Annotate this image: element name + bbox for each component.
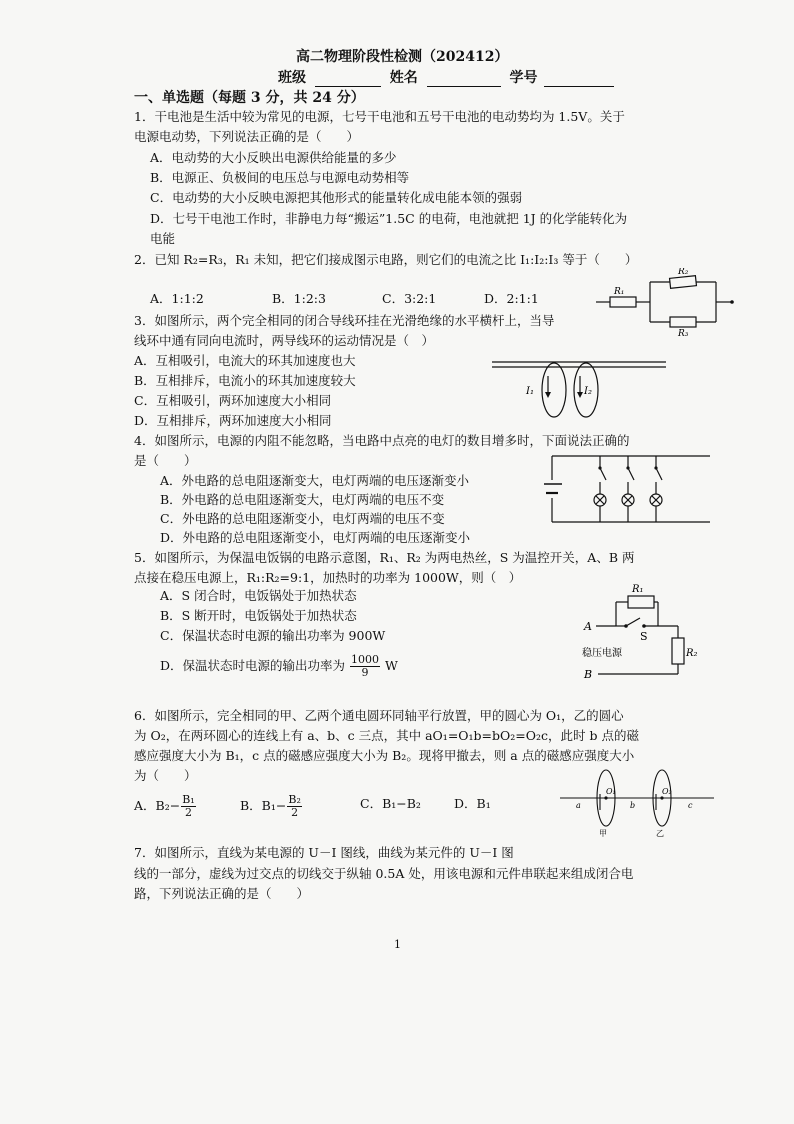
- q2-option-c: C．3:2:1: [382, 291, 437, 306]
- q5-fraction: [350, 654, 380, 679]
- q2-option-b: B．1:2:3: [272, 291, 326, 306]
- name-label: 姓名: [389, 70, 418, 86]
- page-title: 高二物理阶段性检测（202412）: [296, 49, 509, 65]
- q5-fraction-num: 1000: [351, 653, 380, 666]
- q5-label-source: 稳压电源: [582, 648, 622, 659]
- q5-rice-cooker-circuit: [582, 580, 702, 680]
- q7-stem-3: 路，下列说法正确的是（ ）: [134, 886, 310, 901]
- q6-option-b-frac: [287, 794, 302, 819]
- q5-label-a: A: [584, 620, 592, 633]
- student-info-row: [278, 67, 614, 87]
- q1-option-d: D．七号干电池工作时，非静电力每“搬运”1.5C 的电荷，电池就把 1J 的化学能转化为: [150, 211, 628, 226]
- q1-option-c: C．电动势的大小反映电源把其他形式的能量转化成电能本领的强弱: [150, 190, 523, 205]
- q5-option-c: C．保温状态时电源的输出功率为 900W: [160, 628, 386, 643]
- q5-option-a: A．S 闭合时，电饭锅处于加热状态: [160, 588, 357, 603]
- q3-option-a: A．互相吸引，电流大的环其加速度也大: [134, 353, 356, 368]
- id-blank[interactable]: [544, 72, 614, 87]
- q6-label-b: b: [630, 801, 636, 810]
- q6-option-b-den: 2: [291, 806, 299, 819]
- q6-option-a-frac: [181, 794, 196, 819]
- q3-option-c: C．互相吸引，两环加速度大小相同: [134, 393, 332, 408]
- q6-label-c: c: [688, 801, 693, 810]
- name-blank[interactable]: [427, 72, 501, 87]
- q5-option-d: [160, 654, 398, 679]
- q3-option-b: B．互相排斥，电流小的环其加速度较大: [134, 373, 356, 388]
- q2-circuit-diagram: [592, 268, 742, 336]
- q5-fraction-den: 9: [361, 666, 369, 679]
- q6-label-jia: 甲: [599, 829, 607, 838]
- q5-stem-2: 点接在稳压电源上，R₁:R₂=9:1，加热时的功率为 1000W，则（ ）: [134, 570, 522, 585]
- q3-rings-diagram: [490, 356, 670, 426]
- q4-lamp-1: [594, 456, 606, 522]
- q6-option-a-den: 2: [184, 806, 192, 819]
- q6-label-a: a: [576, 801, 581, 810]
- q4-option-b: B．外电路的总电阻逐渐变大，电灯两端的电压不变: [160, 492, 445, 507]
- q7-stem-1: 7．如图所示，直线为某电源的 U－I 图线，曲线为某元件的 U－I 图: [134, 845, 514, 860]
- class-blank[interactable]: [315, 72, 381, 87]
- q5-label-r1: R₁: [632, 584, 644, 595]
- q2-label-r2: R₂: [678, 268, 689, 277]
- q4-lamps-circuit: [544, 450, 714, 526]
- q6-stem-1: 6．如图所示，完全相同的甲、乙两个通电圆环同轴平行放置，甲的圆心为 O₁，乙的圆心: [134, 708, 624, 723]
- q4-option-d: D．外电路的总电阻逐渐变小，电灯两端的电压逐渐变小: [160, 530, 471, 545]
- q6-option-c: C．B₁−B₂: [360, 796, 421, 811]
- q5-option-b: B．S 断开时，电饭锅处于加热状态: [160, 608, 357, 623]
- q1-stem-2: 电源电动势，下列说法正确的是（ ）: [134, 129, 360, 144]
- q4-stem-2: 是（ ）: [134, 453, 197, 468]
- q6-stem-4: 为（ ）: [134, 768, 197, 783]
- id-label: 学号: [509, 70, 538, 86]
- q5-label-b: B: [584, 668, 593, 680]
- q3-stem-1: 3．如图所示，两个完全相同的闭合导线环挂在光滑绝缘的水平横杆上，当导: [134, 313, 555, 328]
- section-heading: 一、单选题（每题 3 分，共 24 分）: [134, 90, 365, 106]
- q2-label-r3: R₃: [678, 329, 689, 336]
- q5-option-d-text: D．保温状态时电源的输出功率为: [160, 658, 346, 673]
- q3-label-i2: I₂: [584, 386, 592, 397]
- q6-option-d: D．B₁: [454, 796, 491, 811]
- q6-label-yi: 乙: [656, 829, 664, 838]
- class-label: 班级: [278, 70, 306, 86]
- q1-option-d-cont: 电能: [150, 231, 176, 246]
- q6-coaxial-rings: [556, 768, 716, 838]
- q6-option-b-text: B．B₁−: [240, 798, 287, 813]
- q3-stem-2: 线环中通有同向电流时，两导线环的运动情况是（ ）: [134, 333, 435, 348]
- q1-option-b: B．电源正、负极间的电压总与电源电动势相等: [150, 170, 410, 185]
- q6-option-b-num: B₂: [288, 793, 301, 806]
- q6-option-a: [134, 794, 197, 819]
- q6-stem-3: 感应强度大小为 B₁，c 点的磁感应强度大小为 B₂。现将甲撤去，则 a 点的磁感应强度大小: [134, 748, 635, 763]
- q5-label-r2: R₂: [686, 648, 698, 659]
- q4-option-c: C．外电路的总电阻逐渐变小，电灯两端的电压不变: [160, 511, 445, 526]
- q2-option-a: A．1:1:2: [150, 291, 204, 306]
- q7-stem-2: 线的一部分，虚线为过交点的切线交于纵轴 0.5A 处，用该电源和元件串联起来组成闭合电: [134, 866, 634, 881]
- q1-stem-1: 1．干电池是生活中较为常见的电源，七号干电池和五号干电池的电动势均为 1.5V。关于: [134, 109, 625, 124]
- q2-option-d: D．2:1:1: [484, 291, 539, 306]
- q6-option-a-num: B₁: [182, 793, 195, 806]
- q3-label-i1: I₁: [526, 386, 534, 397]
- q6-option-b: [240, 794, 303, 819]
- q2-stem: 2．已知 R₂=R₃，R₁ 未知，把它们接成图示电路，则它们的电流之比 I₁:I₂:I₃ 等于（ ）: [134, 252, 638, 267]
- q5-label-s: S: [640, 630, 648, 643]
- q6-stem-2: 为 O₂，在两环圆心的连线上有 a、b、c 三点，其中 aO₁=O₁b=bO₂=O₂c，此时 b 点的磁: [134, 728, 639, 743]
- q1-option-a: A．电动势的大小反映出电源供给能量的多少: [150, 150, 397, 165]
- q6-label-o2: O₂: [662, 787, 672, 796]
- q6-label-o1: O₁: [606, 787, 616, 796]
- q3-option-d: D．互相排斥，两环加速度大小相同: [134, 413, 332, 428]
- q4-stem-1: 4．如图所示，电源的内阻不能忽略，当电路中点亮的电灯的数目增多时，下面说法正确的: [134, 433, 630, 448]
- page-number: 1: [394, 938, 401, 951]
- q5-stem-1: 5．如图所示，为保温电饭锅的电路示意图，R₁、R₂ 为两电热丝，S 为温控开关，A、B 两: [134, 550, 635, 565]
- q6-option-a-text: A．B₂−: [134, 798, 181, 813]
- q5-unit: W: [385, 658, 398, 673]
- q2-label-r1: R₁: [614, 287, 625, 297]
- q4-option-a: A．外电路的总电阻逐渐变大，电灯两端的电压逐渐变小: [160, 473, 470, 488]
